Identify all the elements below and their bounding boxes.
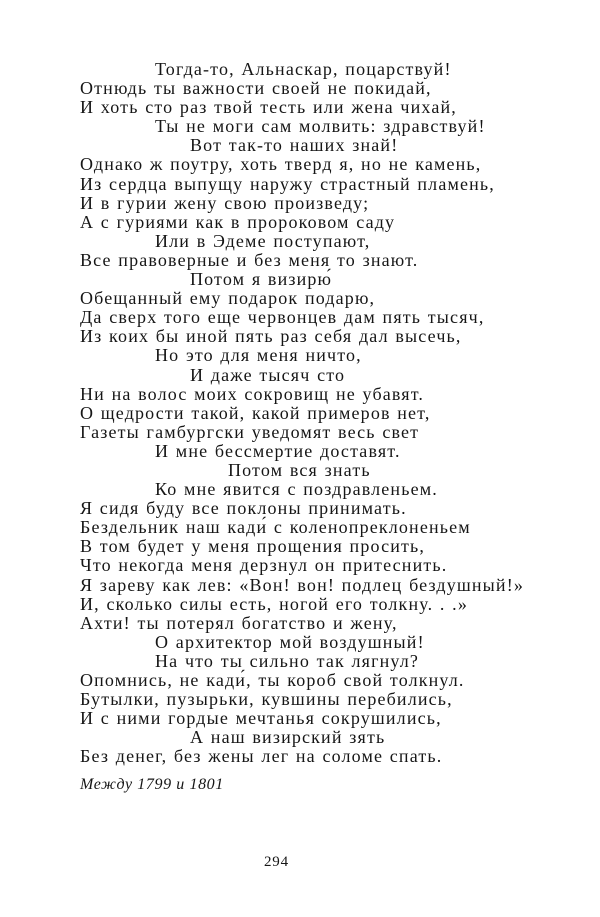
verse-line: А наш визирский зять xyxy=(190,727,386,748)
verse-line: О архитектор мой воздушный! xyxy=(155,631,425,652)
page-number: 294 xyxy=(264,854,289,870)
verse-line: Из сердца выпущу наружу страстный пламень, xyxy=(80,173,495,194)
verse-line: Я зареву как лев: «Вон! вон! подлец бездушный!» xyxy=(80,574,525,595)
verse-line: Да сверх того еще червонцев дам пять тысяч, xyxy=(80,307,485,328)
verse-line: И, сколько силы есть, ногой его толкну. . .» xyxy=(80,593,468,614)
verse-line: И в гурии жену свою произведу; xyxy=(80,192,370,213)
poem-text xyxy=(80,60,580,766)
verse-line: Ты не моги сам молвить: здравствуй! xyxy=(155,116,486,137)
verse-line: И мне бессмертие доставят. xyxy=(155,440,401,461)
verse-line: Но это для меня ничто, xyxy=(155,345,362,366)
verse-line: И даже тысяч сто xyxy=(190,364,346,385)
verse-line: Ахти! ты потерял богатство и жену, xyxy=(80,612,398,633)
verse-line: Ко мне явится с поздравленьем. xyxy=(155,479,438,500)
verse-line: О щедрости такой, какой примеров нет, xyxy=(80,402,431,423)
verse-line: На что ты сильно так лягнул? xyxy=(155,650,420,671)
verse-line: Вот так-то наших знай! xyxy=(190,135,399,156)
verse-line: Отнюдь ты важности своей не покидай, xyxy=(80,78,432,99)
verse-line: Ни на волос моих сокровищ не убавят. xyxy=(80,383,425,404)
verse-line: Бутылки, пузырьки, кувшины перебились, xyxy=(80,689,453,710)
verse-line: Что некогда меня дерзнул он притеснить. xyxy=(80,555,448,576)
date-note: Между 1799 и 1801 xyxy=(80,776,224,793)
verse-line: Все правоверные и без меня то знают. xyxy=(80,249,419,270)
verse-line: Или в Эдеме поступают, xyxy=(155,230,371,251)
verse-line: Потом вся знать xyxy=(228,459,371,480)
verse-line: Я сидя буду все поклоны принимать. xyxy=(80,498,407,519)
verse-line: Однако ж поутру, хоть тверд я, но не камень, xyxy=(80,154,482,175)
verse-line: Газеты гамбургски уведомят весь свет xyxy=(80,421,420,442)
verse-line: И с ними гордые мечтанья сокрушились, xyxy=(80,708,442,729)
verse-line: Бездельник наш кади́ с коленопреклоненьем xyxy=(80,517,471,538)
verse-line: Тогда-то, Альнаскар, поцарствуй! xyxy=(155,59,452,79)
verse-line: Из коих бы иной пять раз себя дал высечь, xyxy=(80,326,462,347)
verse-line: В том будет у меня прощения просить, xyxy=(80,536,426,557)
verse-line: Обещанный ему подарок подарю, xyxy=(80,288,376,309)
verse-line: Потом я визирю́ xyxy=(190,269,333,290)
verse-line: А с гуриями как в пророковом саду xyxy=(80,211,396,232)
verse-line: И хоть сто раз твой тесть или жена чихай, xyxy=(80,97,457,118)
verse-line: Без денег, без жены лег на соломе спать. xyxy=(80,746,443,767)
verse-line: Опомнись, не кади́, ты короб свой толкнул. xyxy=(80,670,465,690)
